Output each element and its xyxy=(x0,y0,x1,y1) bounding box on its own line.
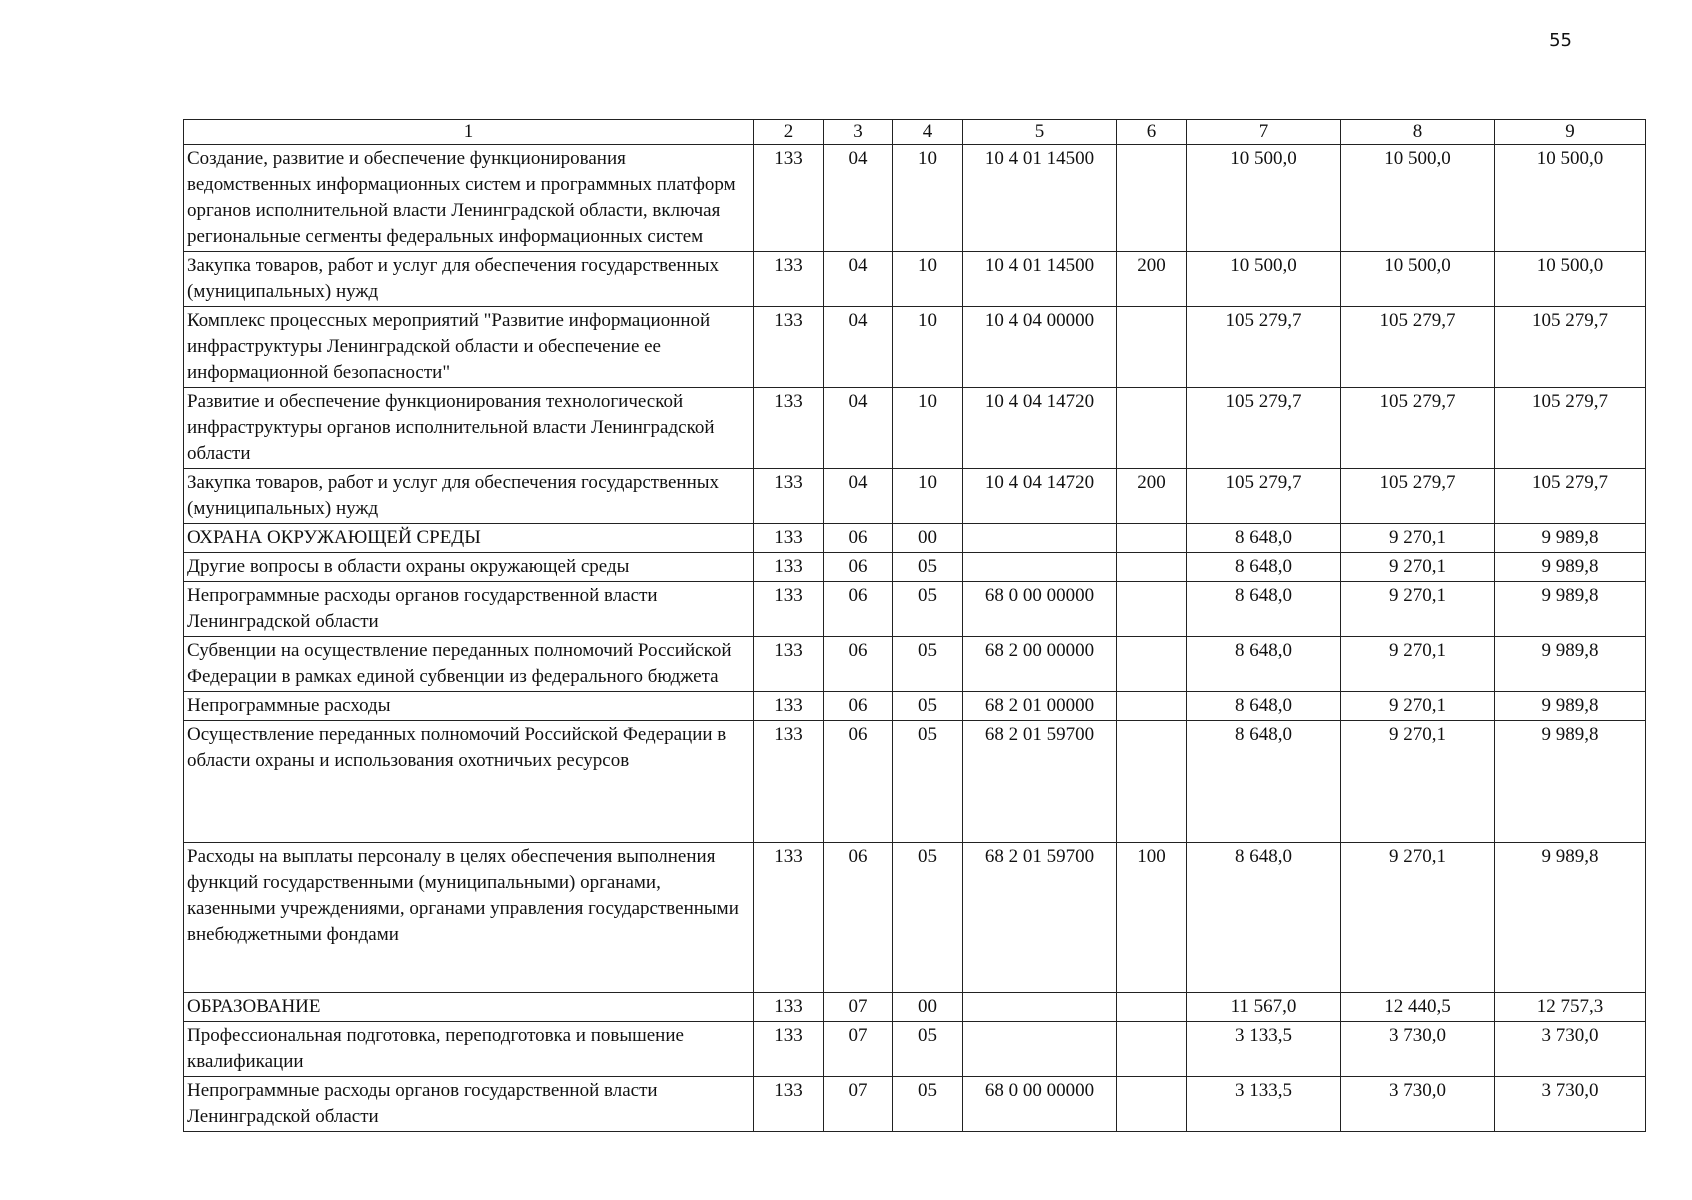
cell-section: 06 xyxy=(824,692,893,721)
cell-subsection: 10 xyxy=(893,469,963,524)
cell-target-code: 68 2 00 00000 xyxy=(963,637,1117,692)
cell-amount-year3: 9 989,8 xyxy=(1495,582,1646,637)
cell-amount-year2: 9 270,1 xyxy=(1341,721,1495,843)
cell-amount-year2: 105 279,7 xyxy=(1341,469,1495,524)
cell-amount-year3: 10 500,0 xyxy=(1495,145,1646,252)
col-header-5: 5 xyxy=(963,120,1117,145)
cell-amount-year3: 9 989,8 xyxy=(1495,692,1646,721)
table-row xyxy=(184,993,1646,1022)
cell-amount-year1: 105 279,7 xyxy=(1187,307,1341,388)
cell-section: 07 xyxy=(824,993,893,1022)
col-header-4: 4 xyxy=(893,120,963,145)
col-header-3: 3 xyxy=(824,120,893,145)
cell-target-code xyxy=(963,993,1117,1022)
cell-section: 06 xyxy=(824,843,893,993)
cell-target-code xyxy=(963,524,1117,553)
col-header-9: 9 xyxy=(1495,120,1646,145)
cell-subsection: 05 xyxy=(893,582,963,637)
table-row xyxy=(184,553,1646,582)
cell-amount-year3: 9 989,8 xyxy=(1495,553,1646,582)
cell-target-code: 10 4 01 14500 xyxy=(963,145,1117,252)
page-number: 55 xyxy=(1549,30,1572,51)
cell-subsection: 10 xyxy=(893,145,963,252)
cell-amount-year2: 12 440,5 xyxy=(1341,993,1495,1022)
table-row xyxy=(184,252,1646,307)
col-header-6: 6 xyxy=(1117,120,1187,145)
cell-amount-year2: 9 270,1 xyxy=(1341,843,1495,993)
col-header-2: 2 xyxy=(754,120,824,145)
cell-name: Закупка товаров, работ и услуг для обеспечения государственных (муниципальных) нужд xyxy=(184,252,754,307)
table-row xyxy=(184,582,1646,637)
cell-expense-type xyxy=(1117,1077,1187,1132)
cell-name: Профессиональная подготовка, переподготовка и повышение квалификации xyxy=(184,1022,754,1077)
cell-amount-year3: 105 279,7 xyxy=(1495,388,1646,469)
cell-amount-year1: 8 648,0 xyxy=(1187,582,1341,637)
cell-subsection: 05 xyxy=(893,553,963,582)
cell-expense-type xyxy=(1117,1022,1187,1077)
cell-subsection: 10 xyxy=(893,252,963,307)
cell-expense-type: 100 xyxy=(1117,843,1187,993)
cell-expense-type: 200 xyxy=(1117,252,1187,307)
budget-table xyxy=(183,119,1646,1132)
cell-amount-year2: 105 279,7 xyxy=(1341,388,1495,469)
table-row xyxy=(184,524,1646,553)
cell-amount-year3: 3 730,0 xyxy=(1495,1077,1646,1132)
cell-amount-year3: 12 757,3 xyxy=(1495,993,1646,1022)
cell-amount-year3: 9 989,8 xyxy=(1495,637,1646,692)
col-header-7: 7 xyxy=(1187,120,1341,145)
cell-subsection: 05 xyxy=(893,1077,963,1132)
cell-chapter: 133 xyxy=(754,582,824,637)
cell-chapter: 133 xyxy=(754,252,824,307)
table-row xyxy=(184,469,1646,524)
cell-chapter: 133 xyxy=(754,307,824,388)
cell-amount-year2: 9 270,1 xyxy=(1341,637,1495,692)
table-row xyxy=(184,637,1646,692)
cell-amount-year3: 10 500,0 xyxy=(1495,252,1646,307)
table-row xyxy=(184,388,1646,469)
cell-amount-year1: 10 500,0 xyxy=(1187,145,1341,252)
cell-chapter: 133 xyxy=(754,553,824,582)
cell-amount-year2: 10 500,0 xyxy=(1341,252,1495,307)
cell-name: Закупка товаров, работ и услуг для обеспечения государственных (муниципальных) нужд xyxy=(184,469,754,524)
cell-name: Непрограммные расходы xyxy=(184,692,754,721)
cell-section: 06 xyxy=(824,553,893,582)
cell-target-code xyxy=(963,1022,1117,1077)
cell-chapter: 133 xyxy=(754,524,824,553)
cell-amount-year3: 105 279,7 xyxy=(1495,307,1646,388)
cell-chapter: 133 xyxy=(754,692,824,721)
cell-amount-year3: 3 730,0 xyxy=(1495,1022,1646,1077)
cell-amount-year1: 10 500,0 xyxy=(1187,252,1341,307)
cell-section: 06 xyxy=(824,524,893,553)
cell-target-code xyxy=(963,553,1117,582)
cell-amount-year3: 9 989,8 xyxy=(1495,524,1646,553)
cell-name: ОХРАНА ОКРУЖАЮЩЕЙ СРЕДЫ xyxy=(184,524,754,553)
cell-name: Осуществление переданных полномочий Российской Федерации в области охраны и использования охотничьих ресурсов xyxy=(184,721,754,843)
cell-amount-year2: 9 270,1 xyxy=(1341,692,1495,721)
cell-amount-year1: 8 648,0 xyxy=(1187,721,1341,843)
cell-subsection: 05 xyxy=(893,637,963,692)
cell-subsection: 05 xyxy=(893,721,963,843)
cell-target-code: 68 2 01 59700 xyxy=(963,721,1117,843)
cell-expense-type xyxy=(1117,145,1187,252)
cell-expense-type: 200 xyxy=(1117,469,1187,524)
cell-amount-year1: 105 279,7 xyxy=(1187,469,1341,524)
header-row xyxy=(184,120,1646,145)
cell-amount-year1: 8 648,0 xyxy=(1187,692,1341,721)
cell-target-code: 68 0 00 00000 xyxy=(963,1077,1117,1132)
cell-amount-year1: 11 567,0 xyxy=(1187,993,1341,1022)
cell-section: 06 xyxy=(824,637,893,692)
cell-name: ОБРАЗОВАНИЕ xyxy=(184,993,754,1022)
cell-expense-type xyxy=(1117,307,1187,388)
cell-target-code: 68 2 01 59700 xyxy=(963,843,1117,993)
table-row xyxy=(184,145,1646,252)
cell-target-code: 10 4 01 14500 xyxy=(963,252,1117,307)
table-body xyxy=(184,145,1646,1132)
cell-amount-year2: 9 270,1 xyxy=(1341,582,1495,637)
cell-section: 04 xyxy=(824,307,893,388)
cell-subsection: 05 xyxy=(893,843,963,993)
cell-subsection: 00 xyxy=(893,993,963,1022)
cell-expense-type xyxy=(1117,388,1187,469)
cell-name: Расходы на выплаты персоналу в целях обеспечения выполнения функций государственными (муниципальными) органами, казенными учреждениями, органами управления государственными внебюджетными фондами xyxy=(184,843,754,993)
cell-section: 04 xyxy=(824,388,893,469)
cell-target-code: 10 4 04 00000 xyxy=(963,307,1117,388)
cell-expense-type xyxy=(1117,582,1187,637)
cell-amount-year1: 8 648,0 xyxy=(1187,524,1341,553)
cell-name: Субвенции на осуществление переданных полномочий Российской Федерации в рамках единой субвенции из федерального бюджета xyxy=(184,637,754,692)
cell-name: Непрограммные расходы органов государственной власти Ленинградской области xyxy=(184,1077,754,1132)
cell-chapter: 133 xyxy=(754,1077,824,1132)
table-row xyxy=(184,307,1646,388)
cell-subsection: 00 xyxy=(893,524,963,553)
cell-chapter: 133 xyxy=(754,721,824,843)
cell-subsection: 10 xyxy=(893,307,963,388)
cell-name: Развитие и обеспечение функционирования технологической инфраструктуры органов исполнительной власти Ленинградской области xyxy=(184,388,754,469)
cell-section: 06 xyxy=(824,582,893,637)
cell-name: Другие вопросы в области охраны окружающей среды xyxy=(184,553,754,582)
cell-amount-year3: 9 989,8 xyxy=(1495,843,1646,993)
cell-chapter: 133 xyxy=(754,145,824,252)
cell-amount-year3: 9 989,8 xyxy=(1495,721,1646,843)
cell-amount-year1: 8 648,0 xyxy=(1187,637,1341,692)
table-row xyxy=(184,1022,1646,1077)
cell-expense-type xyxy=(1117,692,1187,721)
cell-name: Создание, развитие и обеспечение функционирования ведомственных информационных систем и программных платформ органов исполнительной власти Ленинградской области, включая региональные сегменты федеральных информационных систем xyxy=(184,145,754,252)
cell-subsection: 10 xyxy=(893,388,963,469)
cell-subsection: 05 xyxy=(893,1022,963,1077)
cell-amount-year2: 9 270,1 xyxy=(1341,553,1495,582)
table-row xyxy=(184,843,1646,993)
cell-name: Непрограммные расходы органов государственной власти Ленинградской области xyxy=(184,582,754,637)
cell-chapter: 133 xyxy=(754,388,824,469)
table-row xyxy=(184,1077,1646,1132)
cell-expense-type xyxy=(1117,524,1187,553)
cell-section: 07 xyxy=(824,1077,893,1132)
cell-amount-year1: 3 133,5 xyxy=(1187,1077,1341,1132)
cell-amount-year2: 10 500,0 xyxy=(1341,145,1495,252)
cell-amount-year3: 105 279,7 xyxy=(1495,469,1646,524)
cell-subsection: 05 xyxy=(893,692,963,721)
cell-amount-year1: 8 648,0 xyxy=(1187,843,1341,993)
cell-target-code: 10 4 04 14720 xyxy=(963,388,1117,469)
cell-expense-type xyxy=(1117,637,1187,692)
cell-chapter: 133 xyxy=(754,843,824,993)
cell-name: Комплекс процессных мероприятий "Развитие информационной инфраструктуры Ленинградской области и обеспечение ее информационной безопасности" xyxy=(184,307,754,388)
cell-expense-type xyxy=(1117,553,1187,582)
cell-amount-year1: 3 133,5 xyxy=(1187,1022,1341,1077)
col-header-1: 1 xyxy=(184,120,754,145)
table-row xyxy=(184,692,1646,721)
cell-expense-type xyxy=(1117,721,1187,843)
cell-chapter: 133 xyxy=(754,637,824,692)
cell-amount-year2: 3 730,0 xyxy=(1341,1022,1495,1077)
cell-amount-year2: 105 279,7 xyxy=(1341,307,1495,388)
cell-expense-type xyxy=(1117,993,1187,1022)
cell-target-code: 10 4 04 14720 xyxy=(963,469,1117,524)
cell-section: 06 xyxy=(824,721,893,843)
cell-section: 04 xyxy=(824,252,893,307)
table-row xyxy=(184,721,1646,843)
cell-target-code: 68 2 01 00000 xyxy=(963,692,1117,721)
cell-section: 07 xyxy=(824,1022,893,1077)
cell-section: 04 xyxy=(824,145,893,252)
cell-amount-year2: 3 730,0 xyxy=(1341,1077,1495,1132)
cell-chapter: 133 xyxy=(754,1022,824,1077)
col-header-8: 8 xyxy=(1341,120,1495,145)
cell-chapter: 133 xyxy=(754,469,824,524)
cell-amount-year2: 9 270,1 xyxy=(1341,524,1495,553)
cell-chapter: 133 xyxy=(754,993,824,1022)
cell-amount-year1: 105 279,7 xyxy=(1187,388,1341,469)
cell-amount-year1: 8 648,0 xyxy=(1187,553,1341,582)
cell-target-code: 68 0 00 00000 xyxy=(963,582,1117,637)
cell-section: 04 xyxy=(824,469,893,524)
